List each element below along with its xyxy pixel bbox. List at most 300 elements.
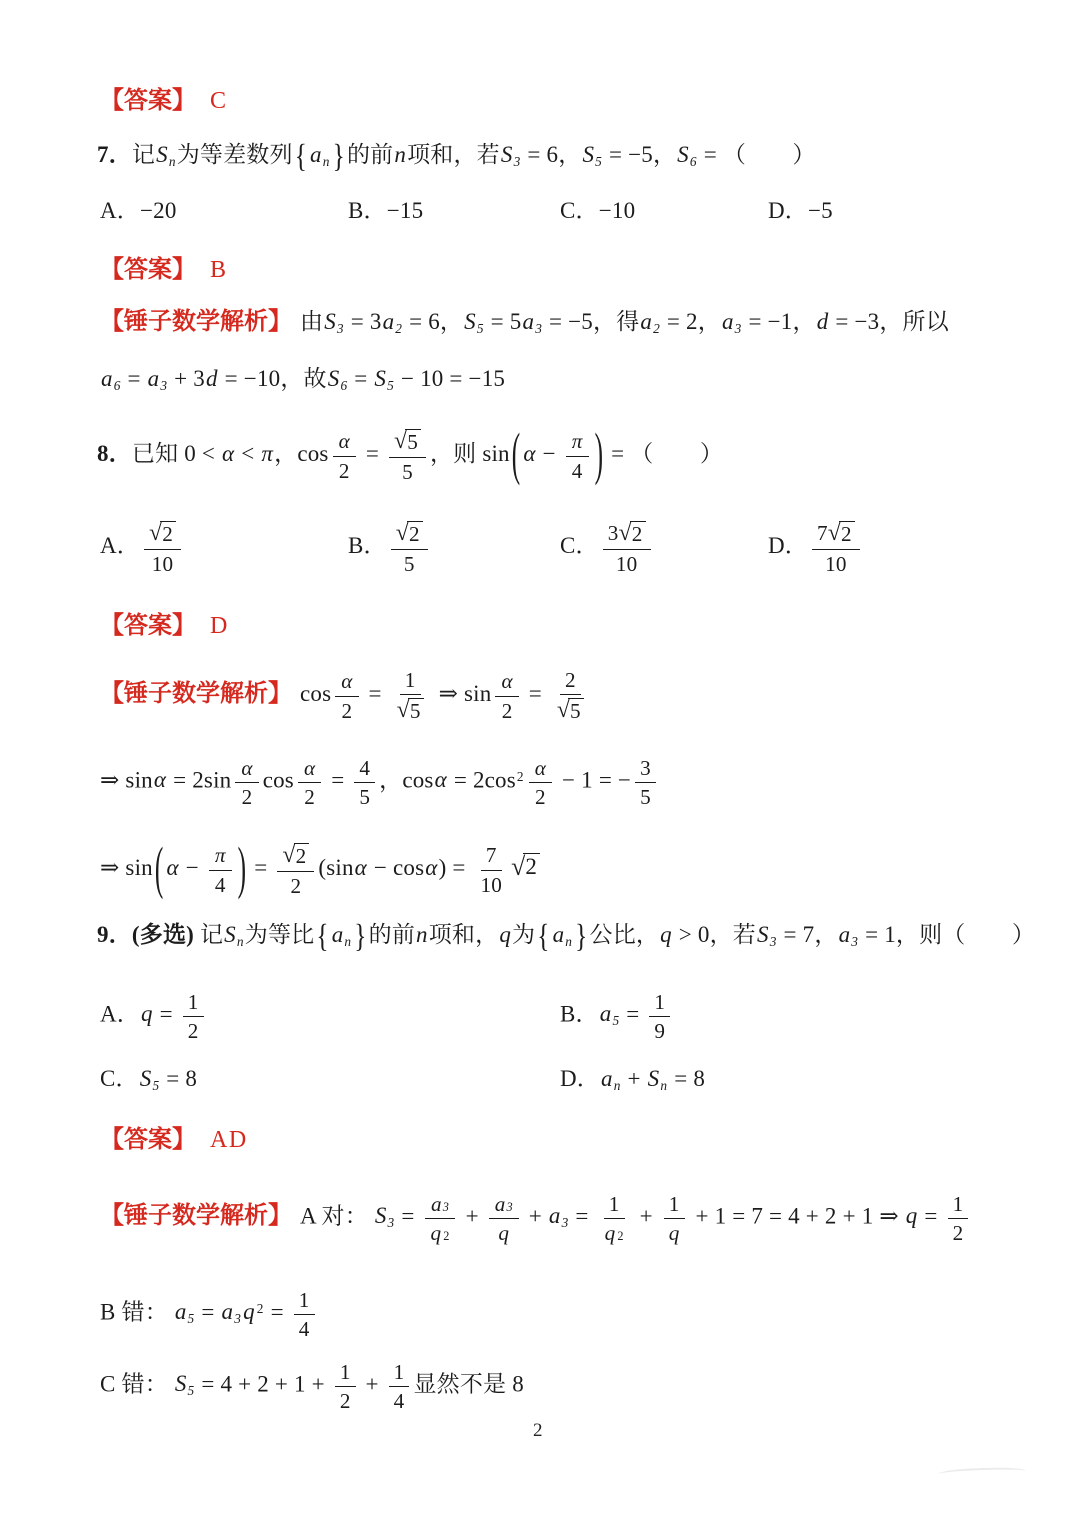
text-run: 9 [654,1019,666,1044]
text-run: 7 [817,521,828,545]
fraction-numerator [183,990,204,1017]
text-run: = [522,680,548,706]
text-run: 4 [571,458,583,483]
math-var: q [905,1203,918,1229]
q9-option-d [560,1064,705,1094]
answer-value: D [210,613,229,639]
fraction [599,1192,630,1244]
sqrt [511,853,540,880]
text-run: = −1， [742,309,816,334]
math-var: π [261,440,274,466]
text-run: = −3，所以 [829,309,949,334]
text-run: 1 [404,668,416,692]
radicand [568,698,584,722]
text-run: = −5，得 [543,309,640,334]
math-var: q [499,922,512,947]
math-var: a [101,366,113,391]
text-run: 2 [631,522,643,546]
radicand [407,521,423,545]
text-run: = 2cos [447,767,516,793]
math-var: q [430,1221,442,1246]
text-run: ，则 sin [429,440,510,466]
text-run: 5 [407,430,418,454]
fraction-denominator [492,1219,515,1244]
q7-option-b [348,196,423,226]
fraction-denominator [389,1387,410,1412]
fraction [277,842,314,897]
text-run: 5 [640,785,651,810]
text-run: ，cos [274,440,329,466]
fraction-numerator [604,1192,625,1219]
text-run: 7 [485,843,497,868]
text-run: ⇒ sin [432,680,492,706]
q8-stem [97,422,724,487]
subscript: 2 [395,320,403,336]
fraction [294,1288,315,1340]
math-var: q [498,1221,510,1246]
math-var: S [174,1371,187,1397]
subscript: 5 [152,1077,160,1093]
text-run: = [195,1299,221,1325]
text-run: 4 [214,872,226,897]
text-run: 4 [359,756,371,780]
radical-sign: √ [282,842,296,868]
math-var: q [604,1221,616,1246]
text-run: + 1 = 7 = 4 + 2 + 1 ⇒ [689,1203,905,1229]
text-run: 的前 [346,142,394,167]
math-var: a [494,1192,506,1216]
q7-stem [97,137,816,175]
fraction [354,756,375,808]
math-var: a [221,1299,234,1325]
q8-solution-line1 [100,668,593,723]
fraction [663,1192,686,1244]
stretch-paren: { [537,917,550,955]
text-run: = [264,1299,290,1325]
text-run: 1 [654,990,666,1014]
fraction-denominator [285,872,306,897]
text-run: 2 [952,1221,964,1246]
fraction-numerator [209,843,232,870]
math-var: a [431,1192,442,1216]
text-run: = [620,1001,646,1027]
answer-label: 【答案】 [100,256,196,283]
text-run: 项和， [428,922,499,947]
math-var: n [394,142,407,167]
text-run: 5 [570,699,581,724]
subscript: 5 [595,153,603,169]
text-run: 1 [187,990,199,1014]
analysis-label: 【锤子数学解析】 [100,308,292,335]
math-var: α [241,756,253,780]
text-run: = −10，故 [218,366,327,391]
radical-sign: √ [393,428,408,454]
text-run: D．−5 [768,198,833,223]
text-run: C 错： [100,1371,174,1397]
fraction [649,990,670,1042]
math-var: π [571,429,583,454]
text-run: 10 [825,551,847,576]
analysis-label: 【锤子数学解析】 [100,679,292,707]
text-run: = 2， [660,309,721,334]
math-var: a [310,142,322,167]
bold-text-run: 9．(多选) [97,922,200,947]
subscript: n [660,1077,668,1093]
fraction-numerator [481,843,502,870]
text-run: B． [560,1001,599,1027]
fraction-numerator [812,520,860,550]
fraction [209,843,232,895]
math-var: S [464,309,476,334]
text-run: = −5， [603,142,677,167]
text-run: = [121,366,147,391]
text-run: 记 [199,922,224,947]
text-run: 记 [131,142,156,167]
text-run: 3 [640,756,651,780]
text-run: 4 [393,1389,405,1414]
fraction-denominator [237,783,258,808]
text-run: 1 [668,1192,680,1216]
text-run: A． [100,532,141,558]
sqrt [396,521,423,546]
fraction-numerator [649,990,670,1017]
math-var: α [341,669,353,694]
subscript: 3 [734,320,742,336]
text-run: 2 [408,522,420,546]
fraction-numerator [425,1192,455,1219]
text-run: 1 [339,1360,351,1384]
text-run: 2 [295,844,307,868]
math-var: a [548,1203,561,1229]
q8-solution-line3 [100,836,540,901]
math-var: S [224,922,236,947]
subscript: n [344,933,352,949]
math-var: S [647,1066,660,1091]
sqrt [282,843,309,868]
fraction-denominator [183,1017,204,1042]
fraction-numerator [400,668,421,695]
text-run: = 1，则（ ） [859,922,1036,947]
q9-option-b [560,990,674,1042]
fraction-denominator [354,783,375,808]
q8-option-d [768,520,864,575]
math-var: S [327,366,340,391]
fraction [529,756,552,808]
text-run: 2 [535,785,546,810]
math-var: q [660,922,672,947]
text-run: A．−20 [100,198,177,223]
fraction [298,756,321,808]
answer-value: B [210,257,228,283]
fraction-denominator [599,1219,630,1244]
sqrt [394,429,421,454]
text-run: 10 [615,551,638,576]
fraction [476,843,508,895]
answer-q8 [100,610,229,642]
text-run: = 2sin [167,767,232,793]
subscript: 3 [160,377,168,393]
q9-solution-line1 [100,1192,972,1244]
text-run: 5 [402,459,413,484]
text-run: 5 [403,551,415,576]
answer-q7 [100,254,228,286]
text-run: = 4 + 2 + 1 + [195,1371,331,1397]
text-run: 公比， [589,922,660,947]
math-var: π [214,843,226,868]
text-run: B．−15 [348,198,424,223]
text-run: = [569,1203,595,1229]
fraction-numerator [144,520,181,550]
text-run: = [359,440,385,466]
math-var: α [166,854,179,880]
text-run: ⇒ sin [100,854,153,880]
text-run: 10 [151,551,174,576]
subscript: 3 [506,1200,513,1214]
math-var: α [222,440,235,466]
math-var: S [374,366,387,391]
subscript: 5 [476,320,484,336]
sqrt [619,521,646,546]
text-run: 的前 [368,922,416,947]
fraction-numerator [235,756,258,783]
text-run: 2 [187,1019,199,1044]
fraction-denominator [476,871,508,896]
text-run: + [522,1203,548,1229]
math-var: S [156,142,168,167]
text-run: 2 [525,853,538,879]
text-run: = （ ） [697,142,816,167]
text-run: 1 [608,1192,620,1216]
fraction-denominator [337,697,358,722]
math-var: a [331,922,344,947]
stretch-paren: { [294,137,308,175]
text-run: − cos [367,854,425,880]
text-run: B． [348,532,387,558]
text-run: = [348,366,374,391]
faint-smudge [938,1466,1026,1478]
text-run: 2 [564,668,576,692]
text-run: C．−10 [560,198,636,223]
answer-label: 【答案】 [100,87,196,114]
fraction-numerator [335,1360,356,1387]
fraction-denominator [334,457,355,482]
text-run: 已知 0 < [131,440,222,466]
bold-text-run: 8． [97,440,132,466]
fraction [392,668,429,723]
fraction [425,1192,456,1244]
q8-solution-line2 [100,756,660,808]
text-run: = 6， [521,142,582,167]
fraction-denominator [948,1219,969,1244]
radical-sign: √ [618,520,632,546]
fraction-numerator [335,669,358,696]
stretch-paren: ( [154,836,164,901]
math-var: S [582,142,595,167]
text-run: 2 [304,785,315,810]
text-run: C． [100,1066,139,1091]
fraction-denominator [294,1315,315,1340]
subscript: 5 [187,1383,195,1399]
fraction [389,1360,410,1412]
math-var: S [757,922,769,947]
text-run: 5 [409,699,421,724]
subscript: 5 [387,377,394,393]
text-run: 2 [162,522,173,546]
subscript: n [168,153,176,169]
fraction [183,990,204,1042]
text-run: = [153,1001,179,1027]
text-run: 1 [952,1192,964,1216]
math-var: S [139,1066,152,1091]
math-var: a [838,922,851,947]
fraction-denominator [663,1219,686,1244]
fraction-numerator [294,1288,315,1315]
radical-sign: √ [511,851,526,881]
subscript: n [565,933,573,949]
fraction-denominator [335,1387,356,1412]
sqrt [397,698,424,723]
subscript: 3 [561,1215,569,1231]
text-run: + [633,1203,659,1229]
stretch-paren: } [332,137,345,175]
text-run: = 8 [668,1066,706,1091]
fraction-numerator [391,520,428,550]
text-run: 2 [341,698,353,723]
subscript: 3 [851,933,859,949]
subscript: 6 [340,377,348,393]
fraction-denominator [210,871,231,896]
math-var: α [425,854,438,880]
fraction-numerator [566,429,589,456]
text-run: = 5 [484,309,522,334]
q9-option-a [100,990,208,1042]
radical-sign: √ [395,520,409,546]
fraction-denominator [425,1219,456,1244]
math-var: α [501,669,513,694]
text-run: ，cos [379,767,434,793]
text-run: = （ ） [605,440,724,466]
stretch-paren: ) [594,422,604,487]
math-var: q [668,1221,680,1246]
fraction-denominator [567,457,588,482]
subscript: 3 [336,320,344,336]
fraction-numerator [948,1192,969,1219]
subscript: 6 [113,377,121,393]
subscript: n [322,153,330,169]
math-var: a [174,1299,187,1325]
fraction [144,520,181,575]
superscript: 2 [617,1229,624,1244]
subscript: 3 [234,1311,242,1327]
q9-option-c [100,1064,197,1094]
fraction [335,669,358,721]
stretch-paren: } [575,917,588,955]
answer-label: 【答案】 [100,612,196,639]
text-run: 4 [298,1317,310,1342]
subscript: 3 [387,1215,395,1231]
radicand [839,521,855,545]
fraction-numerator [603,520,651,550]
text-run: 显然不是 8 [413,1371,524,1397]
q7-option-c [560,196,635,226]
q8-option-a [100,520,185,575]
superscript: 2 [256,1300,264,1316]
math-var: a [147,366,160,391]
stretch-paren: ( [511,422,521,487]
fraction-denominator [497,697,518,722]
fraction [948,1192,969,1244]
text-run: cos [262,767,294,793]
bold-text-run: 7． [97,142,132,167]
text-run: 2 [241,785,253,810]
fraction-numerator [495,669,518,696]
fraction-numerator [664,1192,685,1219]
radical-sign: √ [396,697,410,724]
math-var: a [640,309,653,334]
subscript: 3 [535,320,543,336]
math-var: n [416,922,428,947]
text-run: + [359,1371,385,1397]
superscript: 2 [443,1229,450,1244]
text-run: = 6， [403,309,464,334]
math-var: α [338,429,350,454]
text-run: 为 [512,922,536,947]
fraction [495,669,518,721]
fraction-denominator [392,695,429,723]
math-var: d [816,309,829,334]
text-run: 2 [841,522,852,546]
fraction [552,668,589,723]
text-run: (sin [318,854,354,880]
page-number: 2 [533,1420,543,1441]
q8-option-c [560,520,655,575]
radicand [408,698,424,722]
fraction [566,429,589,481]
fraction [391,520,428,575]
text-run: 由 [300,309,324,334]
sqrt [557,698,584,723]
fraction-numerator [635,756,656,783]
text-run: 项和，若 [407,142,500,167]
text-run: + 3 [168,366,206,391]
fraction [812,520,860,575]
math-var: α [153,767,167,793]
math-var: a [382,309,395,334]
text-run: cos [300,680,332,706]
answer-q9 [100,1124,248,1156]
text-run: < [235,440,261,466]
fraction [389,428,426,483]
radicand [160,521,176,545]
math-var: a [522,309,535,334]
math-var: d [206,366,218,391]
q7-solution-line2 [100,364,505,394]
text-run: ) = [438,854,472,880]
radicand [405,429,421,453]
subscript: 2 [653,320,660,336]
analysis-label: 【锤子数学解析】 [100,1202,292,1230]
text-run: 2 [339,1389,351,1414]
radical-sign: √ [149,520,163,546]
text-run: C． [560,532,599,558]
math-var: S [677,142,689,167]
fraction-numerator [389,428,426,458]
sqrt [149,521,176,546]
q7-solution-line1 [100,306,949,337]
text-run: + [459,1203,485,1229]
text-run: = 3 [344,309,382,334]
subscript: n [613,1077,621,1093]
